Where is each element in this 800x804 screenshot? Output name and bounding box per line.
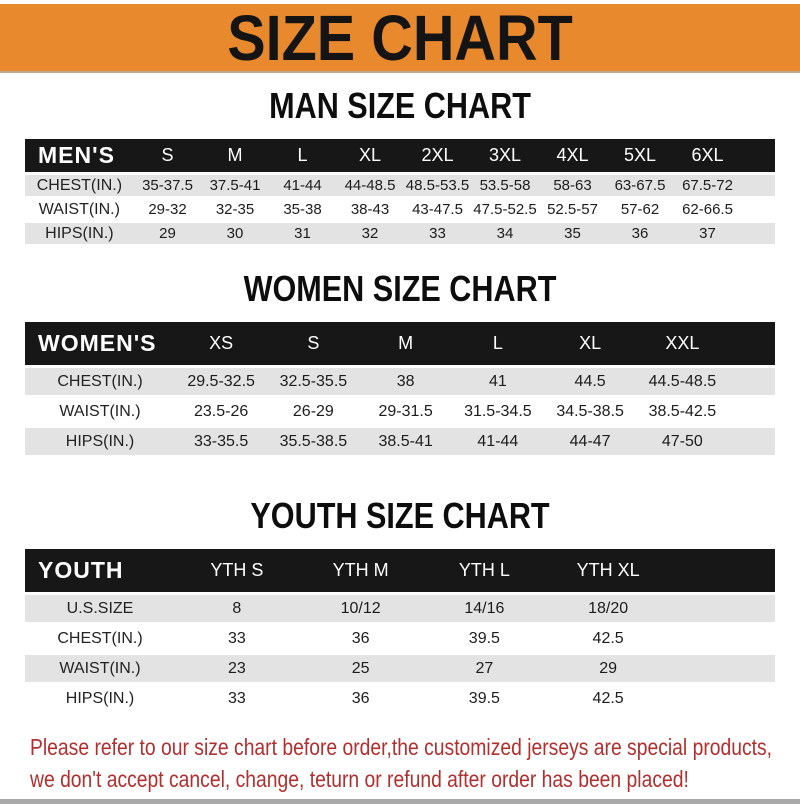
header-filler <box>670 549 775 592</box>
size-value: 33-35.5 <box>175 428 267 455</box>
size-value: 42.5 <box>592 629 624 647</box>
measurement-row <box>25 655 775 682</box>
row-label: HIPS(IN.) <box>25 223 134 244</box>
row-filler <box>670 685 775 712</box>
size-value: 57-62 <box>620 201 660 218</box>
size-column-header: S <box>134 139 202 172</box>
row-filler <box>729 368 776 395</box>
size-column-header: XXL <box>636 322 728 365</box>
size-value: 32-35 <box>215 201 255 218</box>
size-column-header: 3XL <box>471 139 539 172</box>
size-value: 35-38 <box>283 201 322 218</box>
size-value: 37 <box>674 223 742 244</box>
disclaimer-line-1: Please refer to our size chart before order,the customized jerseys are special products, <box>30 734 773 760</box>
size-chart-banner <box>0 1 800 74</box>
size-value: 39.5 <box>468 689 500 707</box>
size-value: 38-43 <box>350 201 390 218</box>
row-label: WAIST(IN.) <box>59 402 141 420</box>
disclaimer-line-2: we don't accept cancel, change, teturn or refund after order has been placed! <box>30 766 689 792</box>
size-column-header: L <box>269 139 337 172</box>
size-value: 38 <box>360 368 452 395</box>
size-value: 29 <box>134 223 202 244</box>
men-section-title <box>0 85 800 126</box>
header-filler <box>729 322 776 365</box>
size-value: 63-67.5 <box>606 175 674 196</box>
measurement-row <box>25 368 775 395</box>
row-filler <box>670 655 775 682</box>
row-filler <box>741 199 775 220</box>
size-column-header: XL <box>544 322 636 365</box>
size-value: 44-47 <box>544 428 636 455</box>
row-label: WAIST(IN.) <box>38 200 120 218</box>
size-value: 29.5-32.5 <box>175 368 267 395</box>
size-header-row <box>25 139 775 172</box>
size-value: 36 <box>606 223 674 244</box>
size-column-header: M <box>201 139 269 172</box>
size-value: 41 <box>452 368 544 395</box>
size-column-header: 6XL <box>674 139 742 172</box>
size-column-header: XS <box>175 322 267 365</box>
size-column-header: XL <box>336 139 404 172</box>
size-value: 47.5-52.5 <box>473 201 537 218</box>
size-column-header: 4XL <box>539 139 607 172</box>
size-column-header: L <box>452 322 544 365</box>
size-value: 41-44 <box>452 428 544 455</box>
size-value: 30 <box>201 223 269 244</box>
size-value: 25 <box>299 655 423 682</box>
size-value: 29 <box>546 655 670 682</box>
size-value: 26-29 <box>292 402 334 420</box>
row-filler <box>741 175 775 196</box>
size-chart-image <box>0 1 800 795</box>
measurement-row <box>25 223 775 244</box>
table-group-label: YOUTH <box>25 549 175 592</box>
size-column-header: 5XL <box>606 139 674 172</box>
men-section-title-text: MAN SIZE CHART <box>269 85 531 126</box>
size-value: 8 <box>175 595 299 622</box>
measurement-row <box>25 625 775 652</box>
row-filler <box>729 398 776 425</box>
men-size-table <box>25 136 775 247</box>
footer-disclaimer <box>0 731 800 795</box>
size-value: 10/12 <box>299 595 423 622</box>
size-value: 58-63 <box>539 175 607 196</box>
row-label: CHEST(IN.) <box>25 368 175 395</box>
row-filler <box>670 625 775 652</box>
size-value: 27 <box>423 655 547 682</box>
size-value: 34 <box>471 223 539 244</box>
women-size-section <box>0 268 800 458</box>
row-filler <box>729 428 776 455</box>
measurement-row <box>25 199 775 220</box>
row-filler <box>741 223 775 244</box>
size-value: 33 <box>404 223 472 244</box>
measurement-row <box>25 595 775 622</box>
banner-title: SIZE CHART <box>227 1 573 74</box>
size-value: 14/16 <box>423 595 547 622</box>
table-group-label: WOMEN'S <box>25 322 175 365</box>
size-column-header: YTH M <box>299 549 423 592</box>
size-value: 35-37.5 <box>134 175 202 196</box>
women-size-table <box>25 319 775 458</box>
size-value: 18/20 <box>546 595 670 622</box>
measurement-row <box>25 685 775 712</box>
women-section-title-text: WOMEN SIZE CHART <box>243 268 557 309</box>
size-value: 48.5-53.5 <box>404 175 472 196</box>
size-value: 41-44 <box>269 175 337 196</box>
measurement-row <box>25 175 775 196</box>
size-value: 44-48.5 <box>336 175 404 196</box>
size-value: 23.5-26 <box>193 402 249 420</box>
header-filler <box>741 139 775 172</box>
size-value: 62-66.5 <box>682 201 733 218</box>
size-value: 29-31.5 <box>378 402 433 420</box>
size-value: 29-32 <box>148 201 187 218</box>
men-size-section <box>0 85 800 247</box>
size-value: 33 <box>227 629 246 647</box>
size-value: 37.5-41 <box>201 175 269 196</box>
size-value: 44.5 <box>544 368 636 395</box>
size-column-header: YTH S <box>175 549 299 592</box>
measurement-row <box>25 398 775 425</box>
size-value: 42.5 <box>592 689 624 707</box>
row-label: CHEST(IN.) <box>25 175 134 196</box>
size-value: 31.5-34.5 <box>464 402 532 420</box>
size-value: 52.5-57 <box>547 201 598 218</box>
size-value: 39.5 <box>468 629 500 647</box>
women-section-title <box>0 268 800 309</box>
youth-section-title-text: YOUTH SIZE CHART <box>250 495 550 536</box>
size-column-header: 2XL <box>404 139 472 172</box>
size-value: 23 <box>175 655 299 682</box>
measurement-row <box>25 428 775 455</box>
size-value: 38.5-42.5 <box>648 402 717 420</box>
youth-size-section <box>0 495 800 715</box>
row-label: HIPS(IN.) <box>25 428 175 455</box>
size-value: 34.5-38.5 <box>556 402 624 420</box>
size-column-header: S <box>267 322 359 365</box>
size-value: 44.5-48.5 <box>636 368 728 395</box>
row-label: WAIST(IN.) <box>25 655 175 682</box>
size-value: 47-50 <box>636 428 728 455</box>
size-value: 43-47.5 <box>412 201 463 218</box>
size-value: 36 <box>351 689 370 707</box>
row-label: U.S.SIZE <box>25 595 175 622</box>
size-header-row <box>25 549 775 592</box>
size-value: 35.5-38.5 <box>267 428 359 455</box>
row-label: CHEST(IN.) <box>57 629 143 647</box>
youth-size-table <box>25 546 775 715</box>
table-group-label: MEN'S <box>25 139 134 172</box>
size-column-header: YTH XL <box>546 549 670 592</box>
size-value: 38.5-41 <box>360 428 452 455</box>
size-value: 53.5-58 <box>471 175 539 196</box>
size-value: 32.5-35.5 <box>267 368 359 395</box>
size-value: 35 <box>539 223 607 244</box>
size-value: 33 <box>227 689 246 707</box>
size-value: 32 <box>336 223 404 244</box>
size-value: 31 <box>269 223 337 244</box>
size-column-header: M <box>360 322 452 365</box>
size-column-header: YTH L <box>423 549 547 592</box>
size-header-row <box>25 322 775 365</box>
youth-section-title <box>0 495 800 536</box>
row-label: HIPS(IN.) <box>65 689 135 707</box>
size-value: 67.5-72 <box>674 175 742 196</box>
row-filler <box>670 595 775 622</box>
size-value: 36 <box>351 629 370 647</box>
